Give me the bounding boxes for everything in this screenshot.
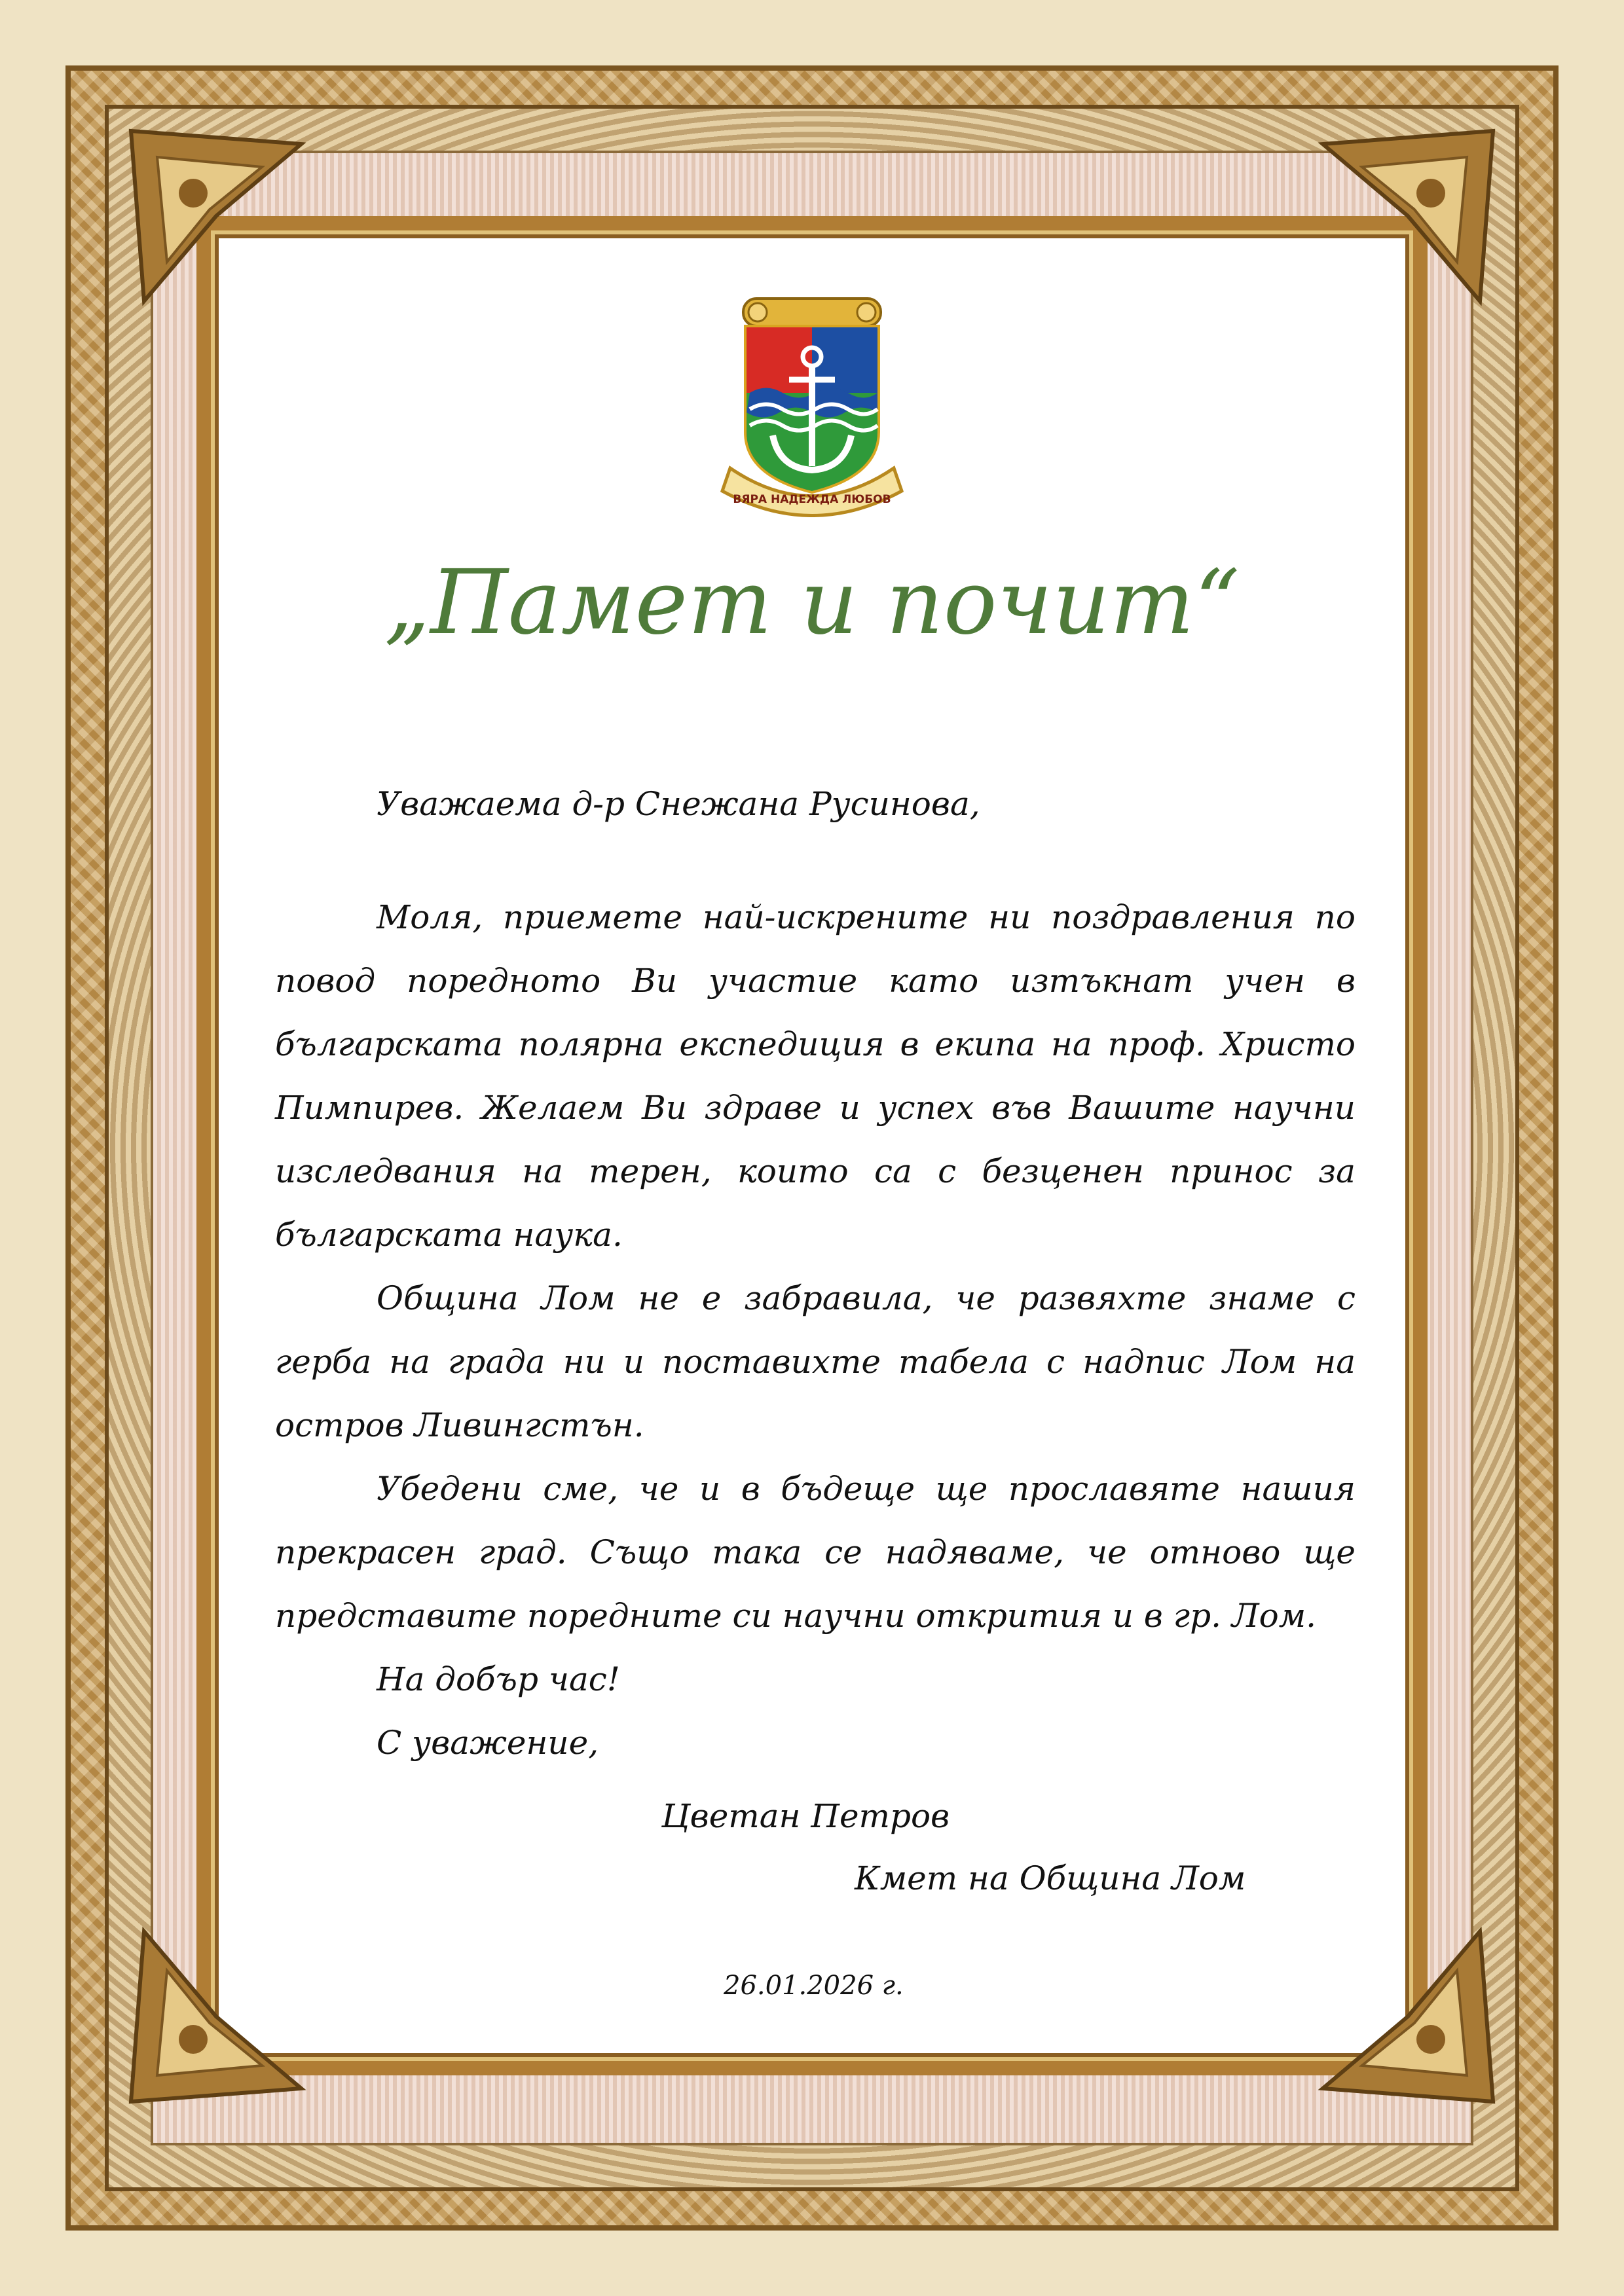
letter-wish: На добър час! — [377, 1660, 620, 1698]
letter-paragraph: Община Лом не е забравила, че развяхте знаме с герба на града ни и поставихте табела с надпис Лом на остров Ливингстън. — [275, 1279, 1356, 1444]
letter-date: 26.01.2026 г. — [724, 1971, 904, 2001]
corner-ornament-icon — [118, 118, 314, 314]
signatory-title: Кмет на Община Лом — [855, 1859, 1246, 1897]
letter-body — [275, 773, 1356, 1775]
letter-salutation: Уважаема д-р Снежана Русинова, — [377, 785, 980, 823]
corner-ornament-icon — [1310, 1918, 1506, 2115]
letter-paragraph: Моля, приемете най-искрените ни поздравления по повод поредното Ви участие като изтъкнат учен в българската полярна експедиция в екипа на проф. Христо Пимпирев. Желаем Ви здраве и успех във Вашите научни изследвания на терен, които са с безценен принос за българската наука. — [275, 898, 1356, 1254]
certificate-title: „Памет и почит“ — [384, 551, 1240, 655]
corner-ornament-icon — [1310, 118, 1506, 314]
signatory-name: Цветан Петров — [661, 1797, 950, 1835]
corner-ornament-icon — [118, 1918, 314, 2115]
letter-closing: С уважение, — [377, 1724, 599, 1762]
letter-paragraph: Убедени сме, че и в бъдеще ще прославяте нашия прекрасен град. Също така се надяваме, че отново ще представите поредните си научни открития и в гр. Лом. — [275, 1470, 1356, 1635]
crest-motto: ВЯРА НАДЕЖДА ЛЮБОВ — [733, 493, 891, 506]
lom-coat-of-arms-icon — [717, 295, 907, 517]
